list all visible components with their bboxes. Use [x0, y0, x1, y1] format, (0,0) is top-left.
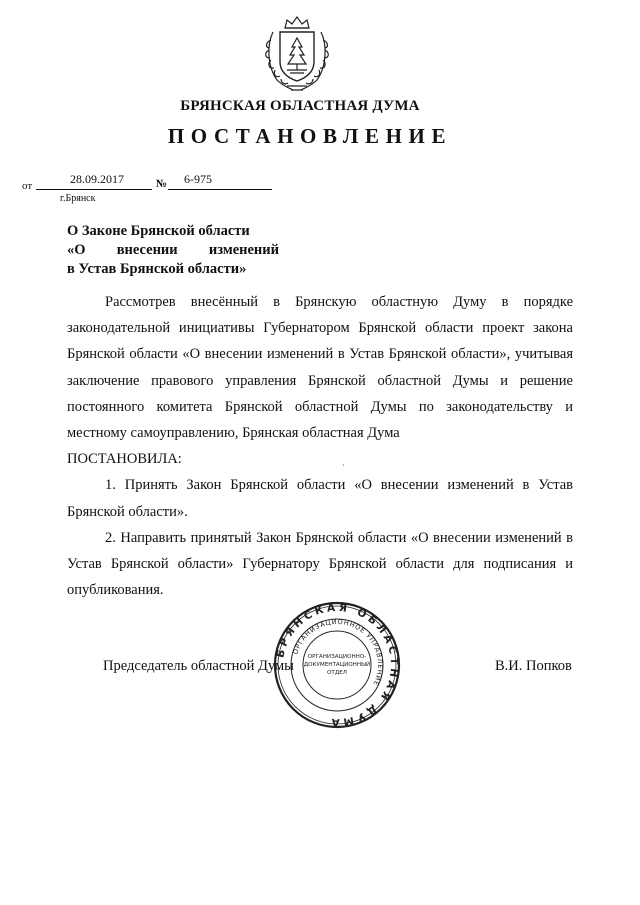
stamp-inner-line-3: ОТДЕЛ [327, 670, 347, 676]
date-underline [36, 189, 152, 190]
signatory-position: Председатель областной Думы [103, 658, 294, 674]
stamp-inner-line-2: ДОКУМЕНТАЦИОННЫЙ [303, 662, 371, 668]
date-label: от [22, 180, 33, 192]
subject-line-1: О Законе Брянской области [67, 223, 250, 239]
document-city: г.Брянск [60, 193, 96, 204]
subject-line-3: в Устав Брянской области» [67, 261, 247, 277]
document-type-title: ПОСТАНОВЛЕНИЕ [167, 124, 453, 148]
official-stamp [273, 601, 401, 729]
stamp-inner-line-1: ОРГАНИЗАЦИОННО- [307, 654, 367, 660]
signatory-name: В.И. Попков [495, 658, 572, 674]
document-body [67, 289, 573, 603]
preamble-paragraph: Рассмотрев внесённый в Брянскую областную Думу в порядке законодательной инициативы Губернатором Брянской области проект закона Брянской области «О внесении изменений в Устав Брянской области», учитывая заключение правового управления Брянской областной Думы и решение постоянного комитета Брянской областной Думы по законодательству и местному самоуправлению, Брянская областная Дума [67, 294, 573, 442]
stamp-outer-text: БРЯНСКАЯ ОБЛАСТНАЯ ДУМА [274, 601, 401, 729]
organization-name: БРЯНСКАЯ ОБЛАСТНАЯ ДУМА [180, 98, 420, 114]
coat-of-arms-emblem [263, 14, 331, 94]
document-number: 6-975 [184, 172, 212, 186]
resolved-heading: ПОСТАНОВИЛА: [67, 451, 182, 468]
resolution-item-2: 2. Направить принятый Закон Брянской области «О внесении изменений в Устав Брянской области» Губернатору Брянской области для подписания и опубликования. [67, 529, 573, 599]
document-subject [67, 222, 279, 279]
resolution-item-1: 1. Принять Закон Брянской области «О внесении изменений в Устав Брянской области». [67, 477, 573, 520]
stamp-middle-text: ОРГАНИЗАЦИОННОЕ УПРАВЛЕНИЕ [291, 617, 385, 688]
scan-speck: ˏ [342, 456, 345, 466]
number-label: № [156, 178, 168, 190]
number-underline [168, 189, 272, 190]
document-date: 28.09.2017 [70, 172, 124, 186]
subject-line-2: «О внесении изменений [67, 242, 279, 258]
